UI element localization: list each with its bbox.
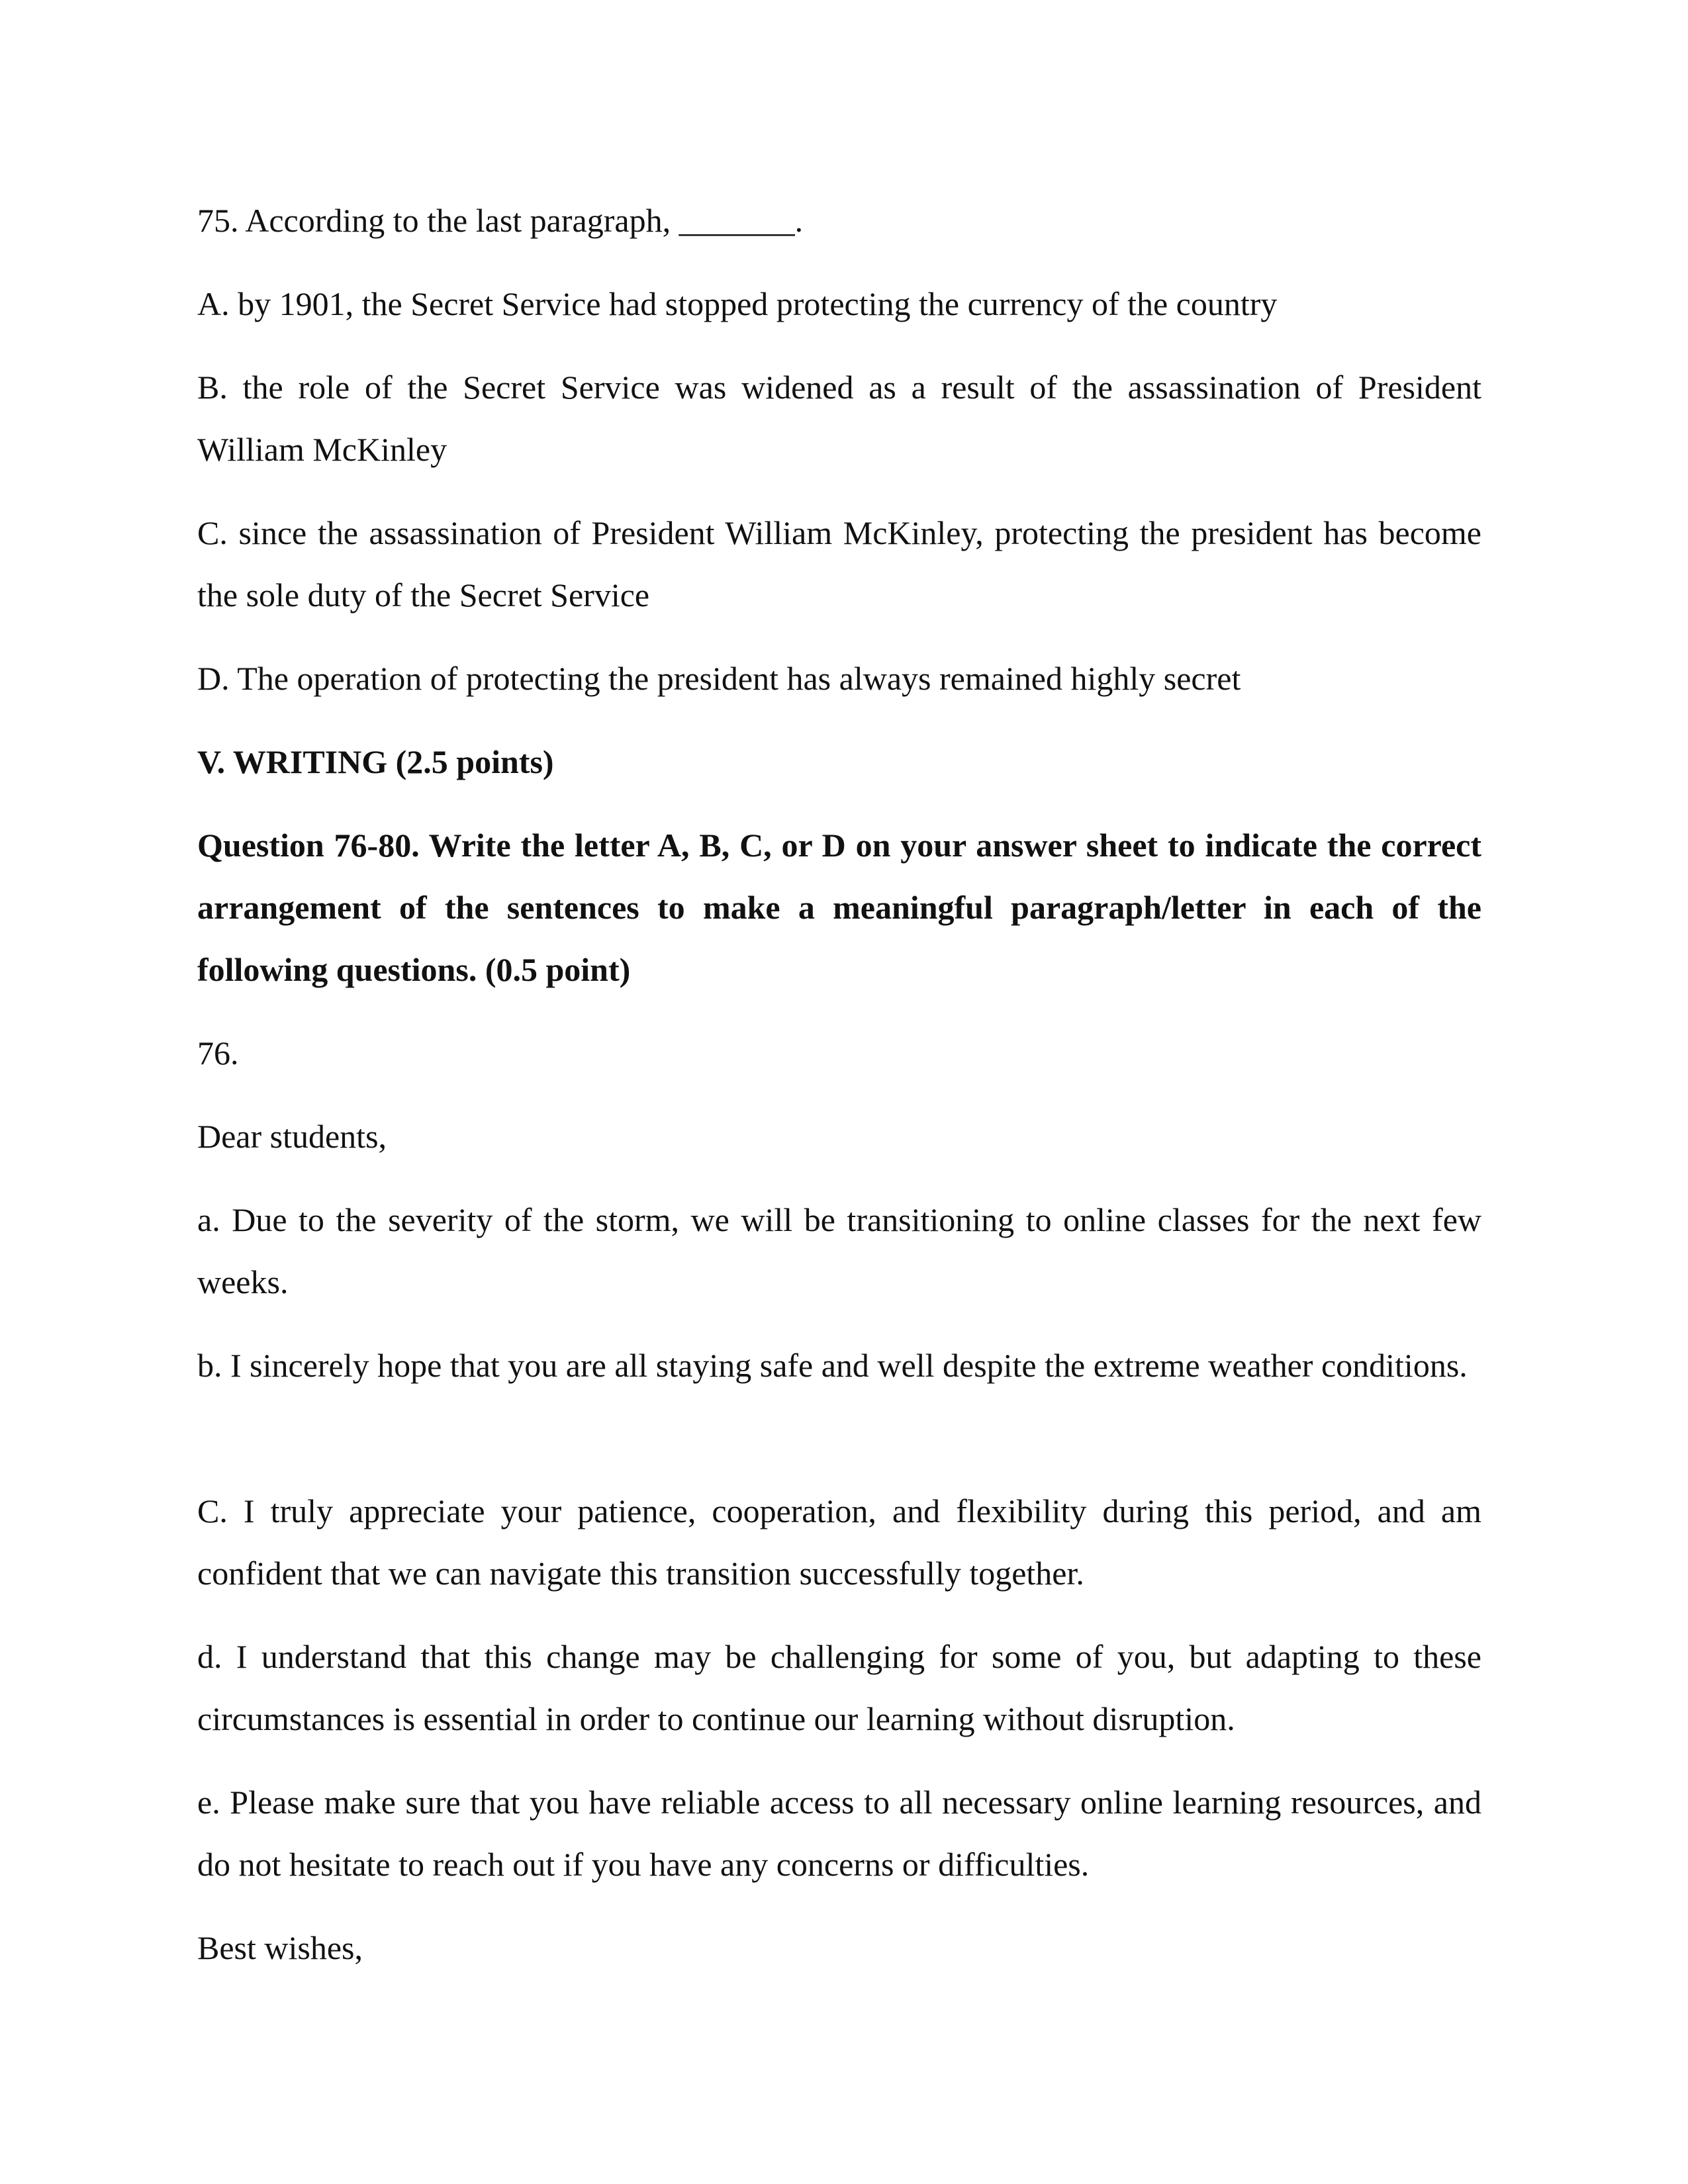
sentence-d: d. I understand that this change may be challenging for some of you, but adapting to these circumstances is essential in order to continue our learning without disruption.	[197, 1638, 1481, 1737]
section-instruction: Question 76-80. Write the letter A, B, C, or D on your answer sheet to indicate the correct arrangement of the sentences to make a meaningful paragraph/letter in each of the following questions. (0.5 point)	[197, 827, 1481, 988]
question-75-option-a: A. by 1901, the Secret Service had stopped protecting the currency of the country	[197, 285, 1278, 322]
sentence-a: a. Due to the severity of the storm, we will be transitioning to online classes for the next few weeks.	[197, 1201, 1481, 1300]
question-75-stem: 75. According to the last paragraph, _______.	[197, 202, 804, 239]
sentence-b: b. I sincerely hope that you are all staying safe and well despite the extreme weather conditions.	[197, 1347, 1468, 1384]
section-heading: V. WRITING (2.5 points)	[197, 743, 554, 780]
question-75-option-d: D. The operation of protecting the president has always remained highly secret	[197, 660, 1241, 697]
question-75-option-b: B. the role of the Secret Service was widened as a result of the assassination of President William McKinley	[197, 369, 1481, 468]
question-76-number: 76.	[197, 1034, 239, 1071]
sentence-e: e. Please make sure that you have reliable access to all necessary online learning resources, and do not hesitate to reach out if you have any concerns or difficulties.	[197, 1784, 1481, 1883]
letter-closing: Best wishes,	[197, 1929, 363, 1966]
question-75-option-c: C. since the assassination of President William McKinley, protecting the president has become the sole duty of the Secret Service	[197, 514, 1481, 614]
letter-greeting: Dear students,	[197, 1118, 387, 1155]
sentence-c: C. I truly appreciate your patience, cooperation, and flexibility during this period, and am confident that we can navigate this transition successfully together.	[197, 1492, 1481, 1592]
